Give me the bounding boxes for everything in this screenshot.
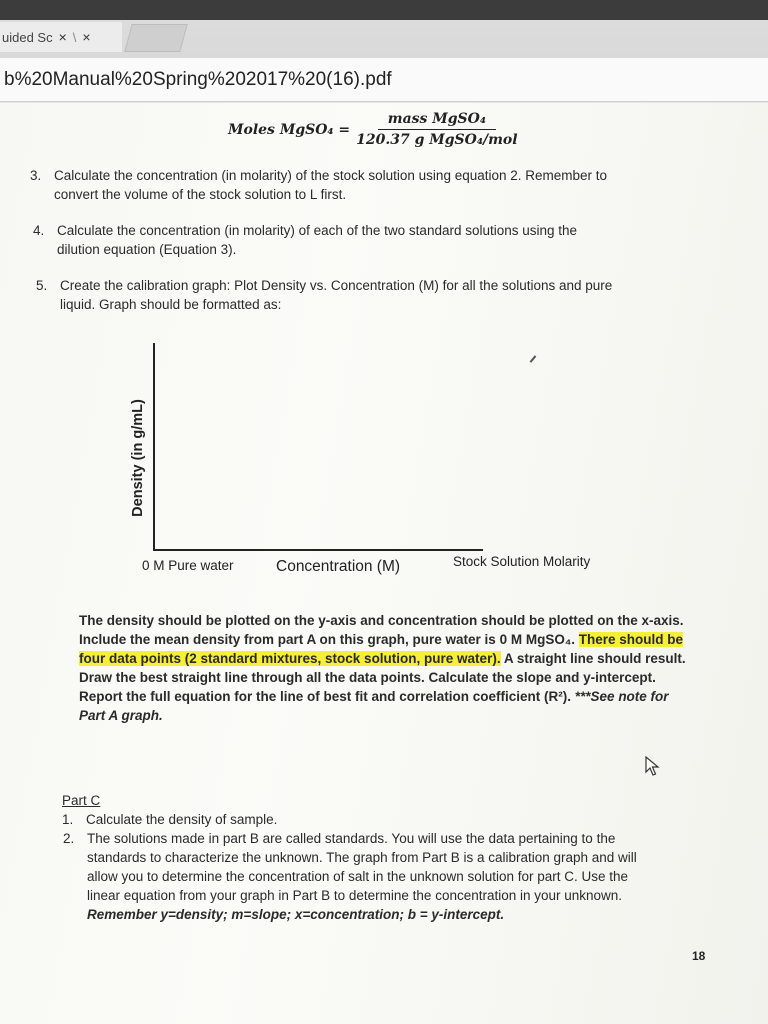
instr-text: Include the mean density from part A on this graph, pure water is 0 M MgSO₄. — [79, 632, 576, 647]
step-text-2: liquid. Graph should be formatted as: — [60, 297, 282, 312]
tab-close-icon-2[interactable]: × — [82, 29, 91, 45]
x-axis-title: Concentration (M) — [276, 558, 401, 575]
address-text: b%20Manual%20Spring%202017%20(16).pdf — [4, 68, 392, 90]
tab-fragment: \ — [72, 29, 77, 45]
equation-numerator: mass MgSO₄ — [378, 111, 496, 130]
item-reminder: Remember y=density; m=slope; x=concentration; b = y-intercept. — [87, 907, 505, 922]
item-line: allow you to determine the concentration of salt in the unknown solution for part C. Use the — [87, 869, 629, 884]
step-text-2: dilution equation (Equation 3). — [57, 242, 237, 257]
instr-text: A straight line should result. — [503, 651, 686, 666]
step-number: 4. — [33, 223, 45, 238]
tab-close-icon[interactable]: × — [58, 29, 67, 45]
instr-line-1: The density should be plotted on the y-axis and concentration should be plotted on the x-axis. — [79, 613, 684, 628]
item-line: The solutions made in part B are called standards. You will use the data pertaining to the — [87, 831, 616, 846]
note-text-2: Part A graph. — [79, 708, 163, 723]
instr-line-3 — [79, 649, 709, 668]
page-number: 18 — [692, 949, 706, 963]
instr-text: Report the full equation for the line of best fit and correlation coefficient (R²). — [79, 689, 572, 704]
y-axis-label-text: Density (in g/mL) — [130, 399, 146, 517]
y-axis-line — [153, 343, 155, 551]
calibration-graph-template — [120, 333, 640, 588]
equation-fraction — [356, 111, 517, 148]
pen-mark — [530, 355, 537, 362]
y-axis-label — [122, 373, 154, 543]
highlight-text: There should be — [578, 632, 684, 647]
new-tab-button[interactable] — [124, 24, 188, 52]
equation-denominator: 120.37 g MgSO₄/mol — [356, 132, 518, 148]
part-c-item-2 — [63, 829, 703, 924]
step-4 — [33, 221, 577, 259]
x-label-right: Stock Solution Molarity — [453, 554, 591, 569]
step-text: Calculate the concentration (in molarity) of the stock solution using equation 2. Remember to — [54, 168, 608, 183]
item-number: 1. — [62, 812, 74, 827]
address-bar[interactable] — [0, 58, 768, 102]
step-5 — [36, 276, 612, 314]
browser-tab[interactable] — [0, 22, 122, 52]
part-c — [62, 791, 277, 829]
instr-line-4: Draw the best straight line through all the data points. Calculate the slope and y-intercept. — [79, 670, 656, 685]
item-line: linear equation from your graph in Part B to determine the concentration in your unknown. — [87, 888, 623, 903]
step-text: Calculate the concentration (in molarity) of each of the two standard solutions using the — [57, 223, 578, 238]
moles-equation — [228, 111, 518, 148]
pdf-page — [0, 103, 768, 1024]
item-number: 2. — [63, 831, 75, 846]
equation-lhs: Moles MgSO₄ = — [228, 121, 351, 138]
item-text: Calculate the density of sample. — [86, 812, 278, 827]
mouse-pointer-icon — [645, 756, 661, 778]
graph-instructions — [79, 611, 709, 725]
highlight-text: four data points (2 standard mixtures, stock solution, pure water). — [79, 651, 501, 666]
item-line: standards to characterize the unknown. The graph from Part B is a calibration graph and will — [87, 850, 637, 865]
browser-tab-bar — [0, 0, 768, 58]
step-text-2: convert the volume of the stock solution to L first. — [54, 187, 347, 202]
tab-title: uided Sc — [2, 29, 53, 45]
step-number: 5. — [36, 278, 48, 293]
instr-line-2 — [79, 630, 709, 649]
x-label-left: 0 M Pure water — [142, 558, 234, 573]
instr-line-5 — [79, 687, 709, 706]
step-3 — [30, 166, 607, 204]
note-text: ***See note for — [574, 689, 669, 704]
x-axis-line — [153, 549, 483, 551]
part-c-heading: Part C — [62, 793, 101, 808]
step-text: Create the calibration graph: Plot Density vs. Concentration (M) for all the solutions and pure — [60, 278, 613, 293]
step-number: 3. — [30, 168, 42, 183]
